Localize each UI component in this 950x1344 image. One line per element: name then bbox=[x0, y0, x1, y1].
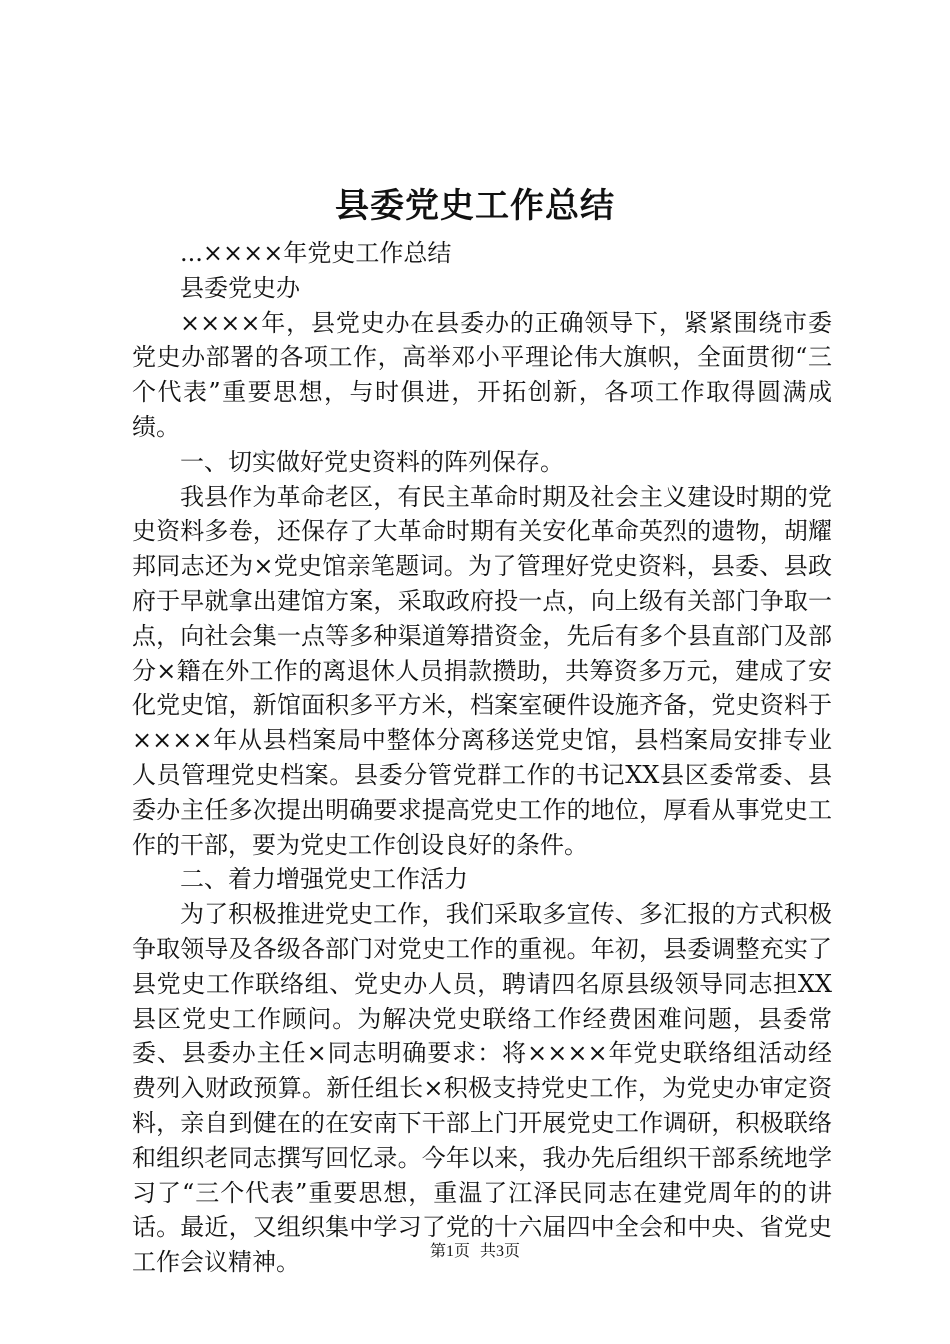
paragraph-subtitle: ...××××年党史工作总结 bbox=[180, 239, 452, 267]
page-number: 第1页 bbox=[429, 1243, 470, 1260]
paragraph-section-1: 我县作为革命老区，有民主革命时期及社会主义建设时期的党史资料多卷，还保存了大革命时期有关安化革命英烈的遗物，胡耀邦同志还为×党史馆亲笔题词。为了管理好党史资料，县委、县政府于早就拿出建馆方案，采取政府投一点，向上级有关部门争取一点，向社会集一点等多种渠道筹措资金，先后有多个县直部门及部分×籍在外工作的离退休人员捐款攒助，共筹资多万元，建成了安化党史馆，新馆面积多平方米，档案室硬件设施齐备，党史资料于××××年从县档案局中整体分离移送党史馆，县档案局安排专业人员管理党史档案。县委分管党群工作的书记XX县区委常委、县委办主任多次提出明确要求提高党史工作的地位，厚看从事党史工作的干部，要为党史工作创设良好的条件。 bbox=[132, 482, 832, 859]
section-heading-2: 二、着力增强党史工作活力 bbox=[180, 865, 468, 894]
document-title: 县委党史工作总结 bbox=[335, 186, 615, 226]
page-footer bbox=[0, 1242, 950, 1262]
paragraph-section-2: 为了积极推进党史工作，我们采取多宣传、多汇报的方式积极争取领导及各级各部门对党史工作的重视。年初，县委调整充实了县党史工作联络组、党史办人员，聘请四名原县级领导同志担XX县区党史工作顾问。为解决党史联络工作经费困难问题，县委常委、县委办主任×同志明确要求：将××××年党史联络组活动经费列入财政预算。新任组长×积极支持党史工作，为党史办审定资料，亲自到健在的在安南下干部上门开展党史工作调研，积极联络和组织老同志撰写回忆录。今年以来，我办先后组织干部系统地学习了“三个代表”重要思想，重温了江泽民同志在建党周年的的讲话。最近，又组织集中学习了党的十六届四中全会和中央、省党史工作会议精神。 bbox=[132, 900, 832, 1277]
document-body bbox=[132, 236, 832, 1280]
section-heading-1: 一、切实做好党史资料的阵列保存。 bbox=[180, 447, 564, 476]
paragraph-author: 县委党史办 bbox=[180, 273, 300, 302]
page-total: 共3页 bbox=[480, 1243, 521, 1260]
paragraph-intro: ××××年，县党史办在县委办的正确领导下，紧紧围绕市委党史办部署的各项工作，高举邓小平理论伟大旗帜，全面贯彻“三个代表”重要思想，与时俱进，开拓创新，各项工作取得圆满成绩。 bbox=[132, 308, 832, 441]
